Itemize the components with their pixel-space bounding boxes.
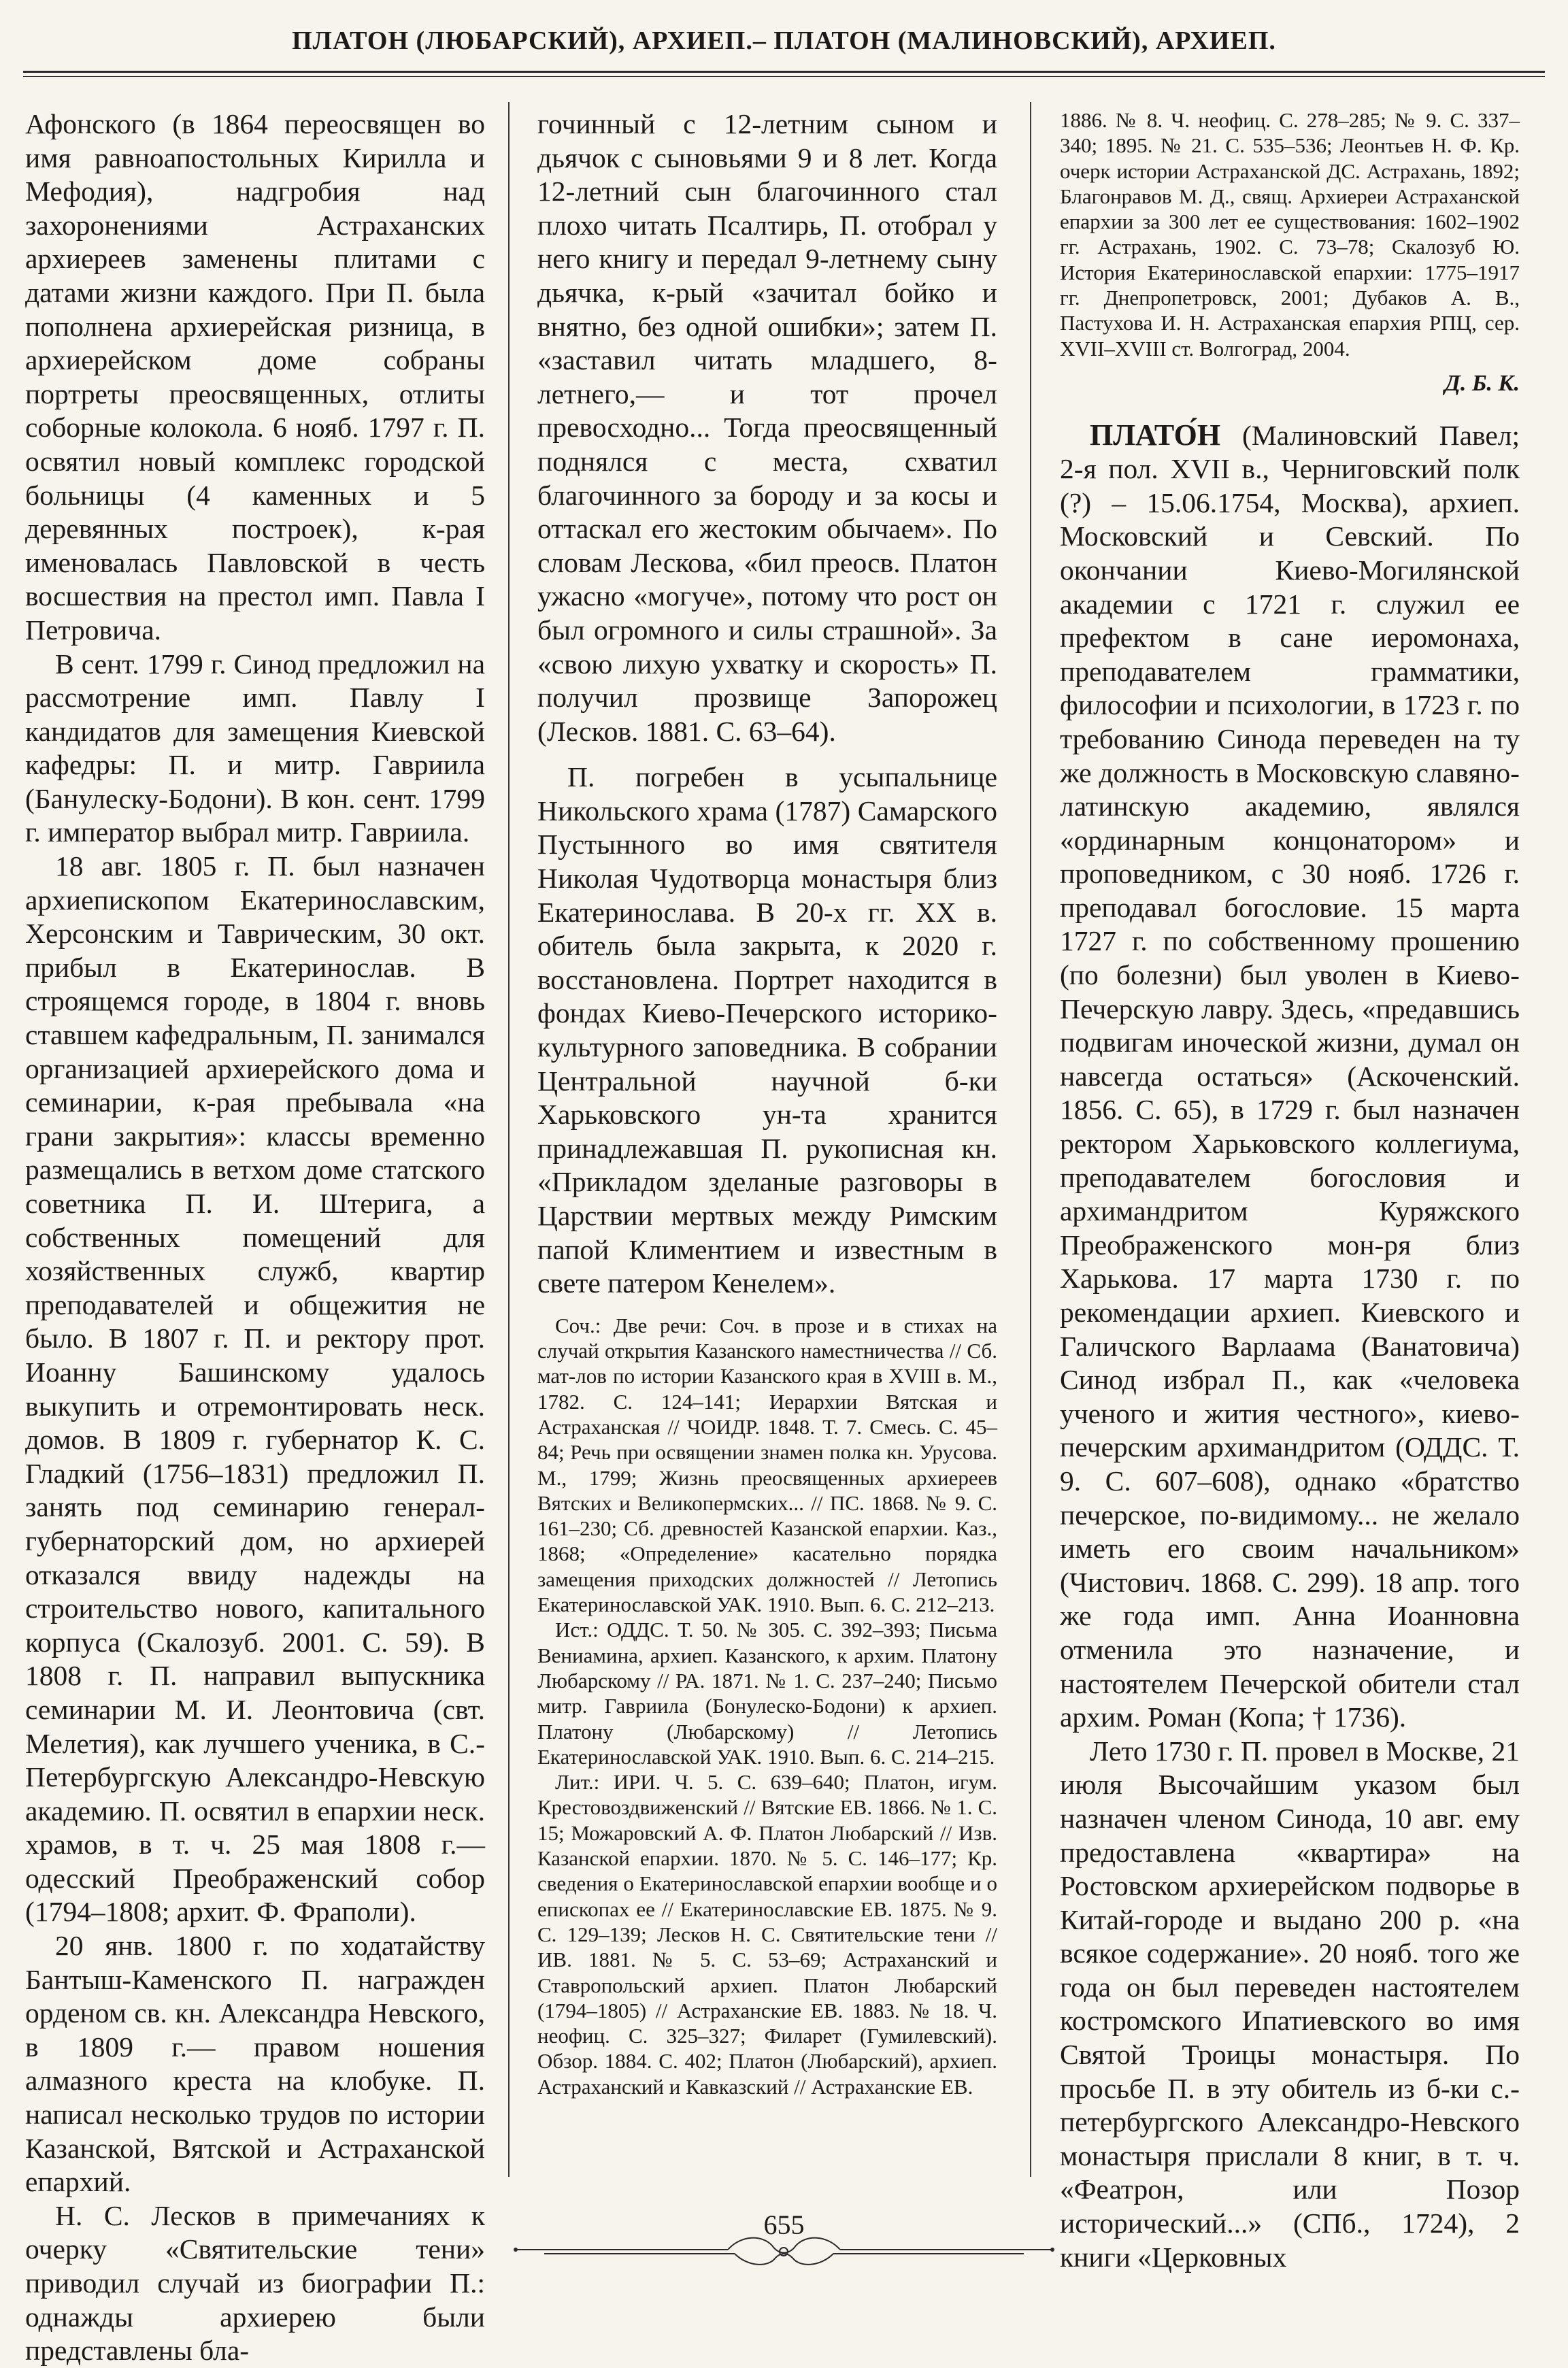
sources-list: Ист.: ОДДС. Т. 50. № 305. С. 392–393; Письма Вениамина, архиеп. Казанского, к архим. Платону Любарскому // РА. 1871. № 1. С. 237–240; Письмо митр. Гавриила (Бонулеско-Бодони) к архиеп. Платону (Любарскому) // Летопись Екатеринославской УАК. 1910. Вып. 6. С. 214–215.	[537, 1618, 997, 1769]
header-rule-thick	[23, 71, 1545, 73]
paragraph: гочинный с 12-летним сыном и дьячок с сыновьями 9 и 8 лет. Когда 12-летний сын благочинного стал плохо читать Псалтирь, П. отобрал у него книгу и передал 9-летнему сыну дьячка, к-рый «зачитал бойко и внятно, без одной ошибки»; затем П. «заставил читать младшего, 8-летнего,— и тот прочел превосходно... Тогда преосвященный поднялся с места, схватил благочинного за бороду и за косы и оттаскал его жестоким обычаем». По словам Лескова, «бил преосв. Платон ужасно «могуче», потому что рост он был огромного и силы страшной». За «свою лихую ухватку и скорость» П. получил прозвище Запорожец (Лесков. 1881. С. 63–64).	[537, 108, 997, 747]
header-rule-thin	[23, 76, 1545, 77]
paragraph: Н. С. Лесков в примечаниях к очерку «Святительские тени» приводил случай из биографии П.: однажды архиерею были представлены бла-	[25, 2199, 485, 2367]
page-number: 655	[763, 2209, 805, 2240]
column-3	[1060, 107, 1520, 2273]
paragraph: П. погребен в усыпальнице Никольского храма (1787) Самарского Пустынного во имя святителя Николая Чудотворца монастыря близ Екатеринослава. В 20-х гг. XX в. обитель была закрыта, к 2020 г. восстановлена. Портрет находится в фондах Киево-Печерского историко-культурного заповедника. В собрании Центральной научной б-ки Харьковского ун-та хранится принадлежавшая П. рукописная кн. «Прикладом зделаные разговоры в Царствии мертвых между Римским папой Климентием и известным в свете патером Кенелем».	[537, 761, 997, 1299]
entry-paragraph	[1060, 418, 1520, 1735]
paragraph: В сент. 1799 г. Синод предложил на рассмотрение имп. Павлу I кандидатов для замещения Киевской кафедры: П. и митр. Гавриила (Банулеску-Бодони). В кон. сент. 1799 г. император выбрал митр. Гавриила.	[25, 648, 485, 848]
column-divider-left	[508, 102, 510, 2177]
page-footer	[0, 2187, 1568, 2282]
literature-list-continued: 1886. № 8. Ч. неофиц. С. 278–285; № 9. С. 337–340; 1895. № 21. С. 535–536; Леонтьев Н. Ф. Кр. очерк истории Астраханской ДС. Астрахань, 1892; Благонравов М. Д., свящ. Архиереи Астраханской епархии за 300 лет ее существования: 1602–1902 гг. Астрахань, 1902. С. 73–78; Скалозуб Ю. История Екатеринославской епархии: 1775–1917 гг. Днепропетровск, 2001; Дубаков А. В., Пастухова И. Н. Астраханская епархия РПЦ, сер. XVII–XVIII ст. Волгоград, 2004.	[1060, 108, 1520, 361]
entry-headword: ПЛАТО́Н	[1090, 418, 1221, 452]
paragraph: Афонского (в 1864 переосвящен во имя равноапостольных Кирилла и Мефодия), надгробия над захоронениями Астраханских архиереев заменены плитами с датами жизни каждого. При П. была пополнена архиерейская ризница, в архиерейском доме собраны портреты преосвященных, отлиты соборные колокола. 6 нояб. 1797 г. П. освятил новый комплекс городской больницы (4 каменных и 5 деревянных построек), к-рая именовалась Павловской в честь восшествия на престол имп. Павла I Петровича.	[25, 108, 485, 646]
column-divider-right	[1030, 102, 1031, 2177]
entry-text: (Малиновский Павел; 2-я пол. XVII в., Черниговский полк (?) – 15.06.1754, Москва), архиеп. Московский и Севский. По окончании Киево-Могилянской академии с 1721 г. служил ее префектом в сане иеромонаха, преподавателем грамматики, философии и психологии, в 1723 г. по требованию Синода переведен на ту же должность в Московскую славяно-латинскую академию, являлся «ординарным концонатором» и проповедником, с 30 нояб. 1726 г. преподавал богословие. 15 марта 1727 г. по собственному прошению (по болезни) был уволен в Киево-Печерскую лавру. Здесь, «предавшись подвигам иноческой жизни, думал он навсегда остаться» (Аскоченский. 1856. С. 65), в 1729 г. был назначен ректором Харьковского коллегиума, преподавателем богословия и архимандритом Куряжского Преображенского мон-ря близ Харькова. 17 марта 1730 г. по рекомендации архиеп. Киевского и Галичского Варлаама (Ванатовича) Синод избрал П., как «человека ученого и жития честного», киево-печерским архимандритом (ОДДС. Т. 9. С. 607–608), однако «братство печерское, по-видимому... не желало иметь его своим начальником» (Чистович. 1868. С. 299). 18 апр. того же года имп. Анна Иоанновна отменила это назначение, и настоятелем Печерской обители стал архим. Роман (Копа; † 1736).	[1060, 419, 1520, 1733]
running-title: ПЛАТОН (ЛЮБАРСКИЙ), АРХИЕП.– ПЛАТОН (МАЛИНОВСКИЙ), АРХИЕП.	[292, 27, 1276, 55]
works-list: Соч.: Две речи: Соч. в прозе и в стихах на случай открытия Казанского наместничества // Сб. мат-лов по истории Казанского края в XVIII в. М., 1782. С. 124–141; Иерархии Вятская и Астраханская // ЧОИДР. 1848. Т. 7. Смесь. С. 45–84; Речь при освящении знамен полка кн. Урусова. М., 1799; Жизнь преосвященных архиереев Вятских и Великопермских... // ПС. 1868. № 9. С. 161–230; Сб. древностей Казанской епархии. Каз., 1868; «Определение» касательно порядка замещения приходских должностей // Летопись Екатеринославской УАК. 1910. Вып. 6. С. 212–213.	[537, 1313, 997, 1617]
paragraph: 20 янв. 1800 г. по ходатайству Бантыш-Каменского П. награжден орденом св. кн. Александра Невского, в 1809 г.— правом ношения алмазного креста на клобуке. П. написал несколько трудов по истории Казанской, Вятской и Астраханской епархий.	[25, 1930, 485, 2198]
paragraph: Лето 1730 г. П. провел в Москве, 21 июля Высочайшим указом был назначен членом Синода, 10 авг. ему предоставлена «квартира» на Ростовском архиерейском подворье в Китай-городе и выдано 200 р. «на всякое содержание». 20 нояб. того же года он был переведен настоятелем костромского Ипатиевского во имя Святой Троицы монастыря. По просьбе П. в эту обитель из б-ки с.-петербургского Александро-Невского монастыря прислали 8 книг, в т. ч. «Феатрон, или Позор исторический...» (СПб., 1724), 2 книги «Церковных	[1060, 1735, 1520, 2273]
column-1	[25, 107, 485, 2367]
author-signature: Д. Б. К.	[1444, 370, 1520, 396]
column-2	[537, 107, 997, 2172]
paragraph: 18 авг. 1805 г. П. был назначен архиепископом Екатеринославским, Херсонским и Таврическим, 30 окт. прибыл в Екатеринослав. В строящемся городе, в 1804 г. вновь ставшем кафедральным, П. занимался организацией архиерейского дома и семинарии, к-рая пребывала «на грани закрытия»: классы временно размещались в ветхом доме статского советника П. И. Штерига, а собственных помещений для хозяйственных служб, квартир преподавателей и общежития не было. В 1807 г. П. и ректору прот. Иоанну Башинскому удалось выкупить и отремонтировать неск. домов. В 1809 г. губернатор К. С. Гладкий (1756–1831) предложил П. занять под семинарию генерал-губернаторский дом, но архиерей отказался ввиду надежды на строительство нового, капитального корпуса (Скалозуб. 2001. С. 59). В 1808 г. П. направил выпускника семинарии М. И. Леонтовича (свт. Мелетия), как лучшего ученика, в С.-Петербургскую Александро-Невскую академию. П. освятил в епархии неск. храмов, в т. ч. 25 мая 1808 г.— одесский Преображенский собор (1794–1808; архит. Ф. Фраполи).	[25, 850, 485, 1928]
literature-list: Лит.: ИРИ. Ч. 5. С. 639–640; Платон, игум. Крестовоздвиженский // Вятские ЕВ. 1866. № 1. С. 15; Можаровский А. Ф. Платон Любарский // Изв. Казанской епархии. 1870. № 5. С. 146–177; Кр. сведения о Екатеринославской епархии вообще и о епископах ее // Екатеринославские ЕВ. 1875. № 9. С. 129–139; Лесков Н. С. Святительские тени // ИВ. 1881. № 5. С. 53–69; Астраханский и Ставропольский архиеп. Платон Любарский (1794–1805) // Астраханские ЕВ. 1883. № 18. Ч. неофиц. С. 325–327; Филарет (Гумилевский). Обзор. 1884. С. 402; Платон (Любарский), архиеп. Астраханский и Кавказский // Астраханские ЕВ.	[537, 1770, 997, 2099]
